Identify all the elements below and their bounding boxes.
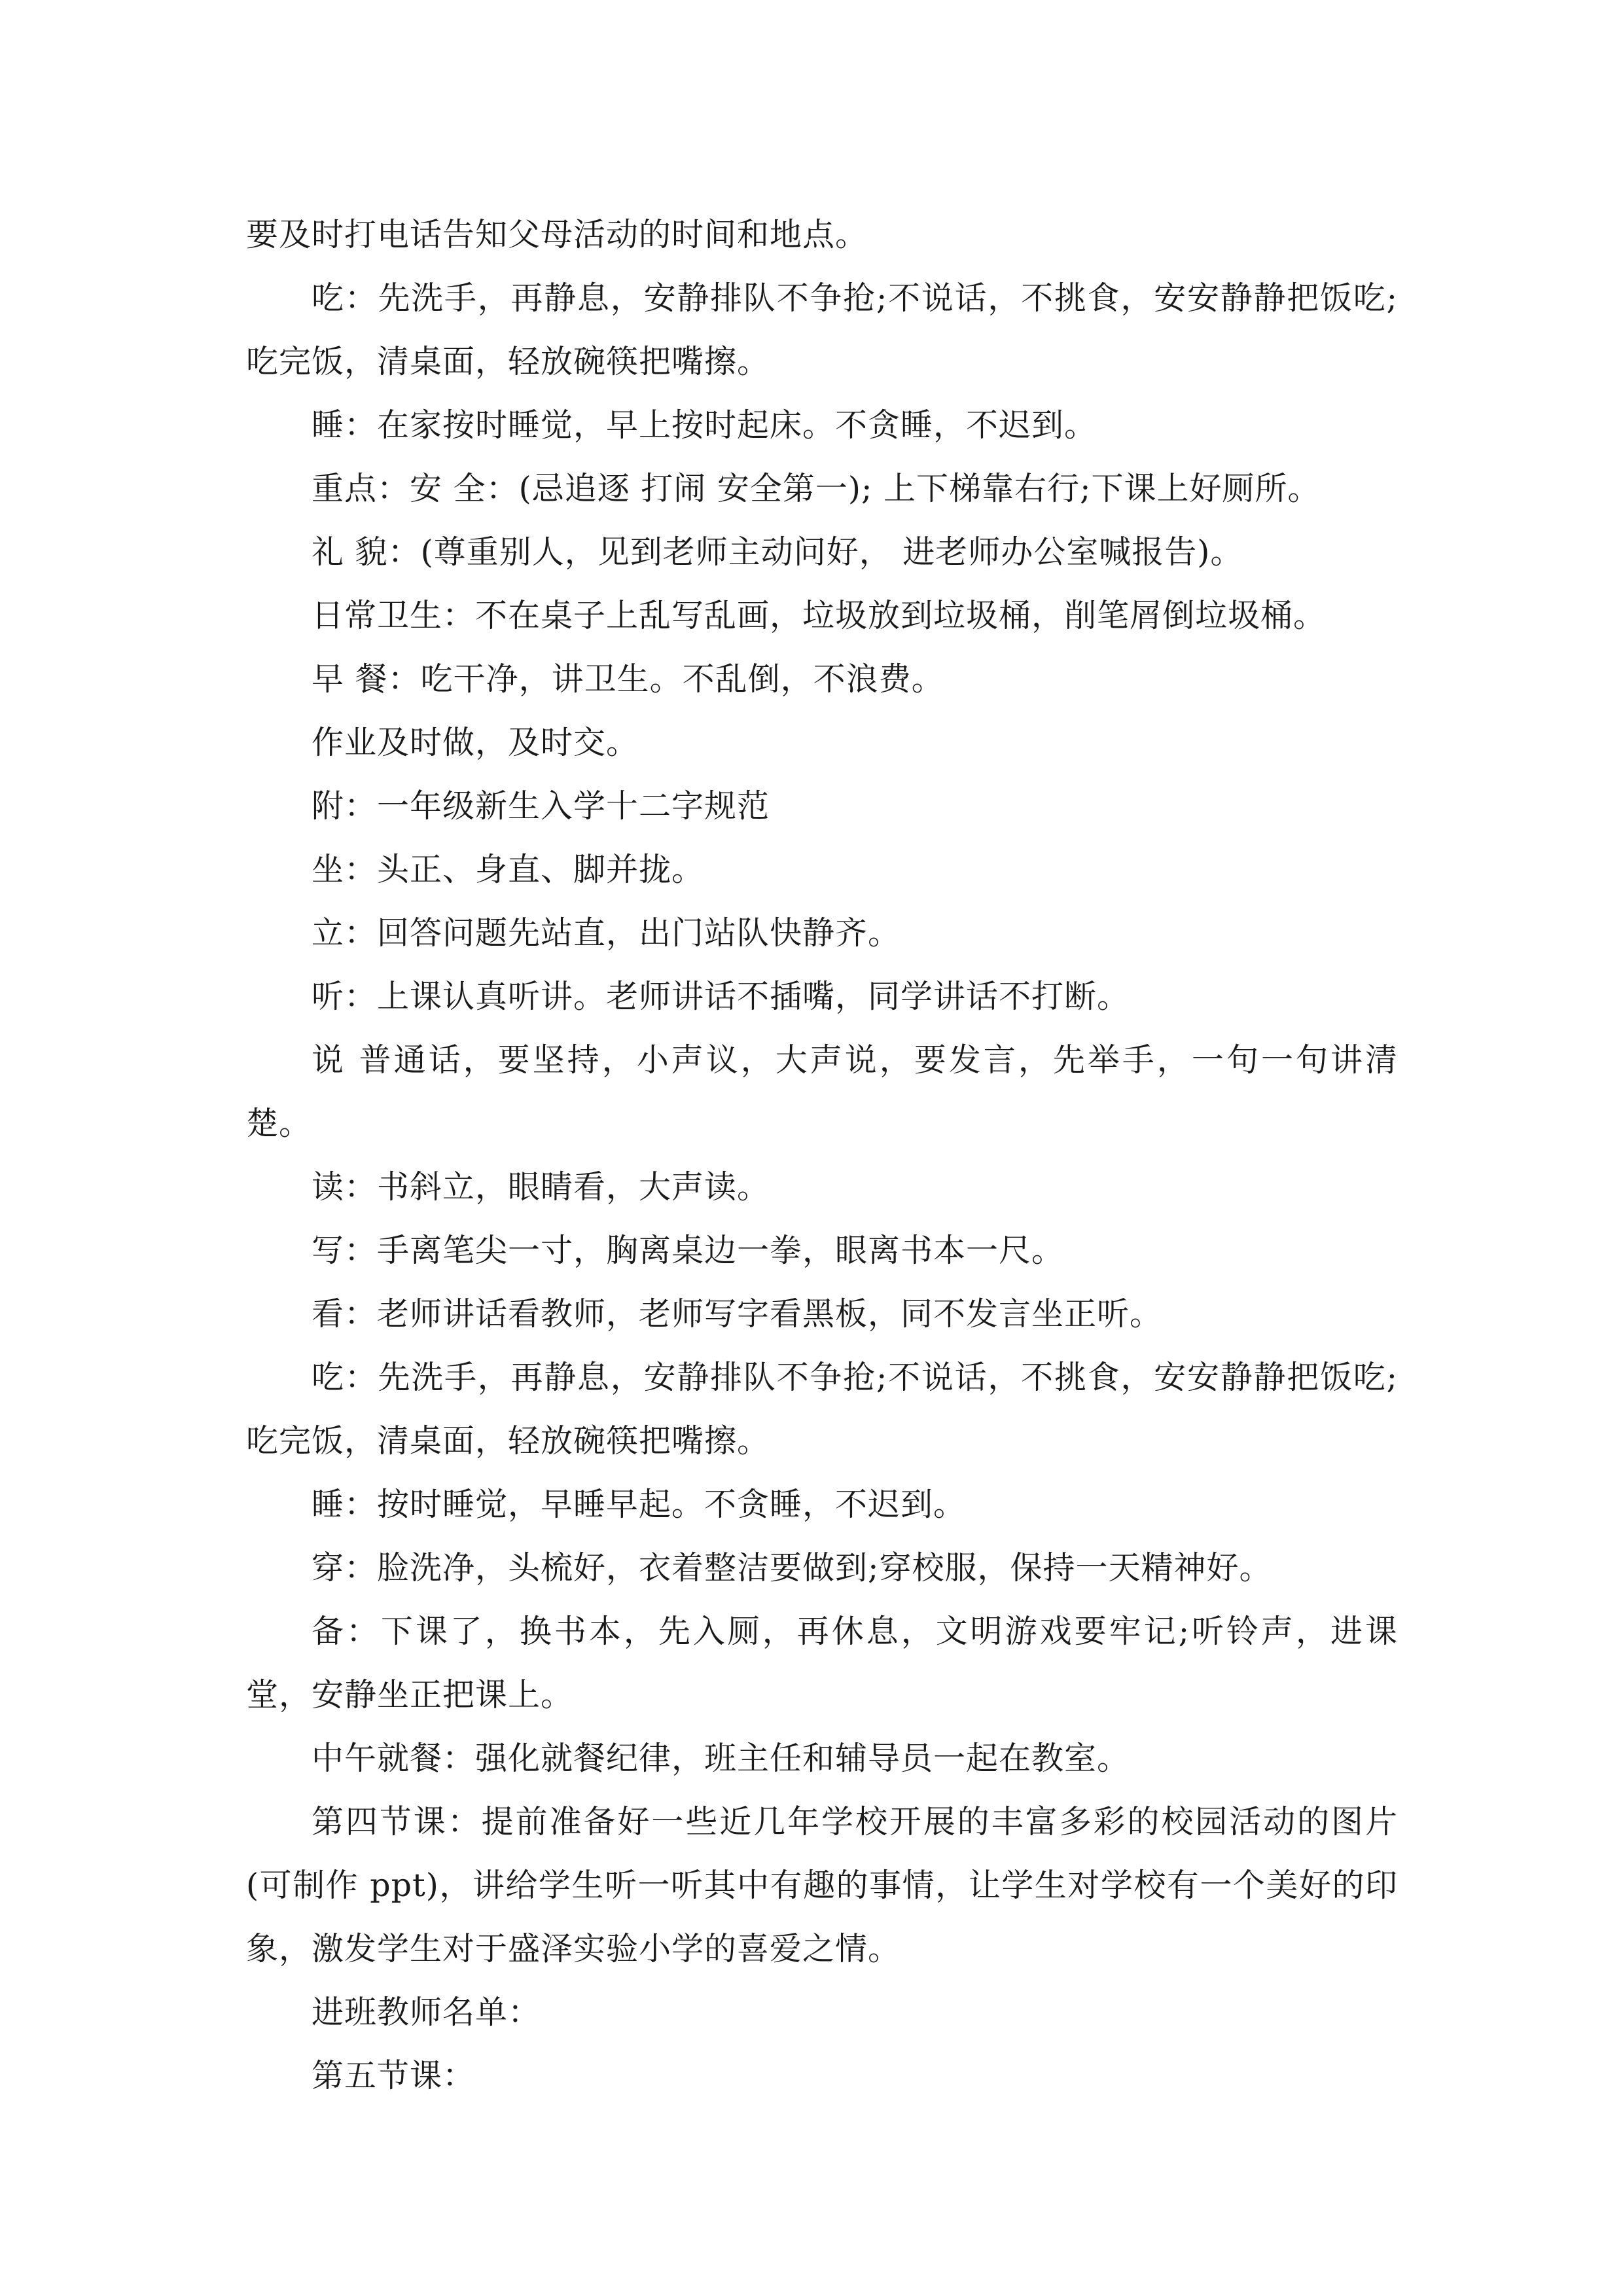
paragraph-11: 立：回答问题先站直，出门站队快静齐。 <box>312 914 901 952</box>
paragraph-15: 写：手离笔尖一寸，胸离桌边一拳，眼离书本一尺。 <box>312 1232 1065 1269</box>
paragraph-17: 吃：先洗手，再静息，安静排队不争抢;不说话，不挑食，安安静静把饭吃;吃完饭，清桌面，轻放碗筷把嘴擦。 <box>246 1359 1398 1460</box>
paragraph-8: 作业及时做，及时交。 <box>312 724 639 761</box>
paragraph-24: 第五节课： <box>312 2057 476 2094</box>
paragraph-9: 附：一年级新生入学十二字规范 <box>312 787 770 825</box>
paragraph-6: 日常卫生：不在桌子上乱写乱画，垃圾放到垃圾桶，削笔屑倒垃圾桶。 <box>312 597 1327 634</box>
paragraph-10: 坐：头正、身直、脚并拢。 <box>312 851 705 888</box>
paragraph-18: 睡：按时睡觉，早睡早起。不贪睡，不迟到。 <box>312 1486 967 1523</box>
paragraph-21: 中午就餐：强化就餐纪律，班主任和辅导员一起在教室。 <box>312 1740 1130 1777</box>
paragraph-23: 进班教师名单： <box>312 1994 541 2031</box>
paragraph-7: 早 餐：吃干净，讲卫生。不乱倒，不浪费。 <box>312 660 944 698</box>
paragraph-16: 看：老师讲话看教师，老师写字看黑板，同不发言坐正听。 <box>312 1295 1163 1333</box>
paragraph-22: 第四节课：提前准备好一些近几年学校开展的丰富多彩的校园活动的图片(可制作 ppt)，讲给学生听一听其中有趣的事情，让学生对学校有一个美好的印象，激发学生对于盛泽实验小学的喜爱之情。 <box>246 1803 1398 1967</box>
paragraph-20: 备：下课了，换书本，先入厕，再休息，文明游戏要牢记;听铃声，进课堂，安静坐正把课上。 <box>246 1613 1398 1713</box>
paragraph-1: 要及时打电话告知父母活动的时间和地点。 <box>246 216 868 253</box>
paragraph-14: 读：书斜立，眼睛看，大声读。 <box>312 1168 770 1206</box>
paragraph-2: 吃：先洗手，再静息，安静排队不争抢;不说话，不挑食，安安静静把饭吃;吃完饭，清桌面，轻放碗筷把嘴擦。 <box>246 279 1398 380</box>
paragraph-4: 重点：安 全：(忌追逐 打闹 安全第一); 上下梯靠右行;下课上好厕所。 <box>312 470 1321 507</box>
paragraph-13: 说 普通话，要坚持，小声议，大声说，要发言，先举手，一句一句讲清楚。 <box>246 1041 1398 1142</box>
paragraph-19: 穿：脸洗净，头梳好，衣着整洁要做到;穿校服，保持一天精神好。 <box>312 1549 1272 1587</box>
paragraph-12: 听：上课认真听讲。老师讲话不插嘴，同学讲话不打断。 <box>312 978 1130 1015</box>
document-body <box>246 203 1398 2108</box>
paragraph-3: 睡：在家按时睡觉，早上按时起床。不贪睡，不迟到。 <box>312 406 1097 444</box>
paragraph-5: 礼 貌：(尊重别人，见到老师主动问好， 进老师办公室喊报告)。 <box>312 533 1243 571</box>
